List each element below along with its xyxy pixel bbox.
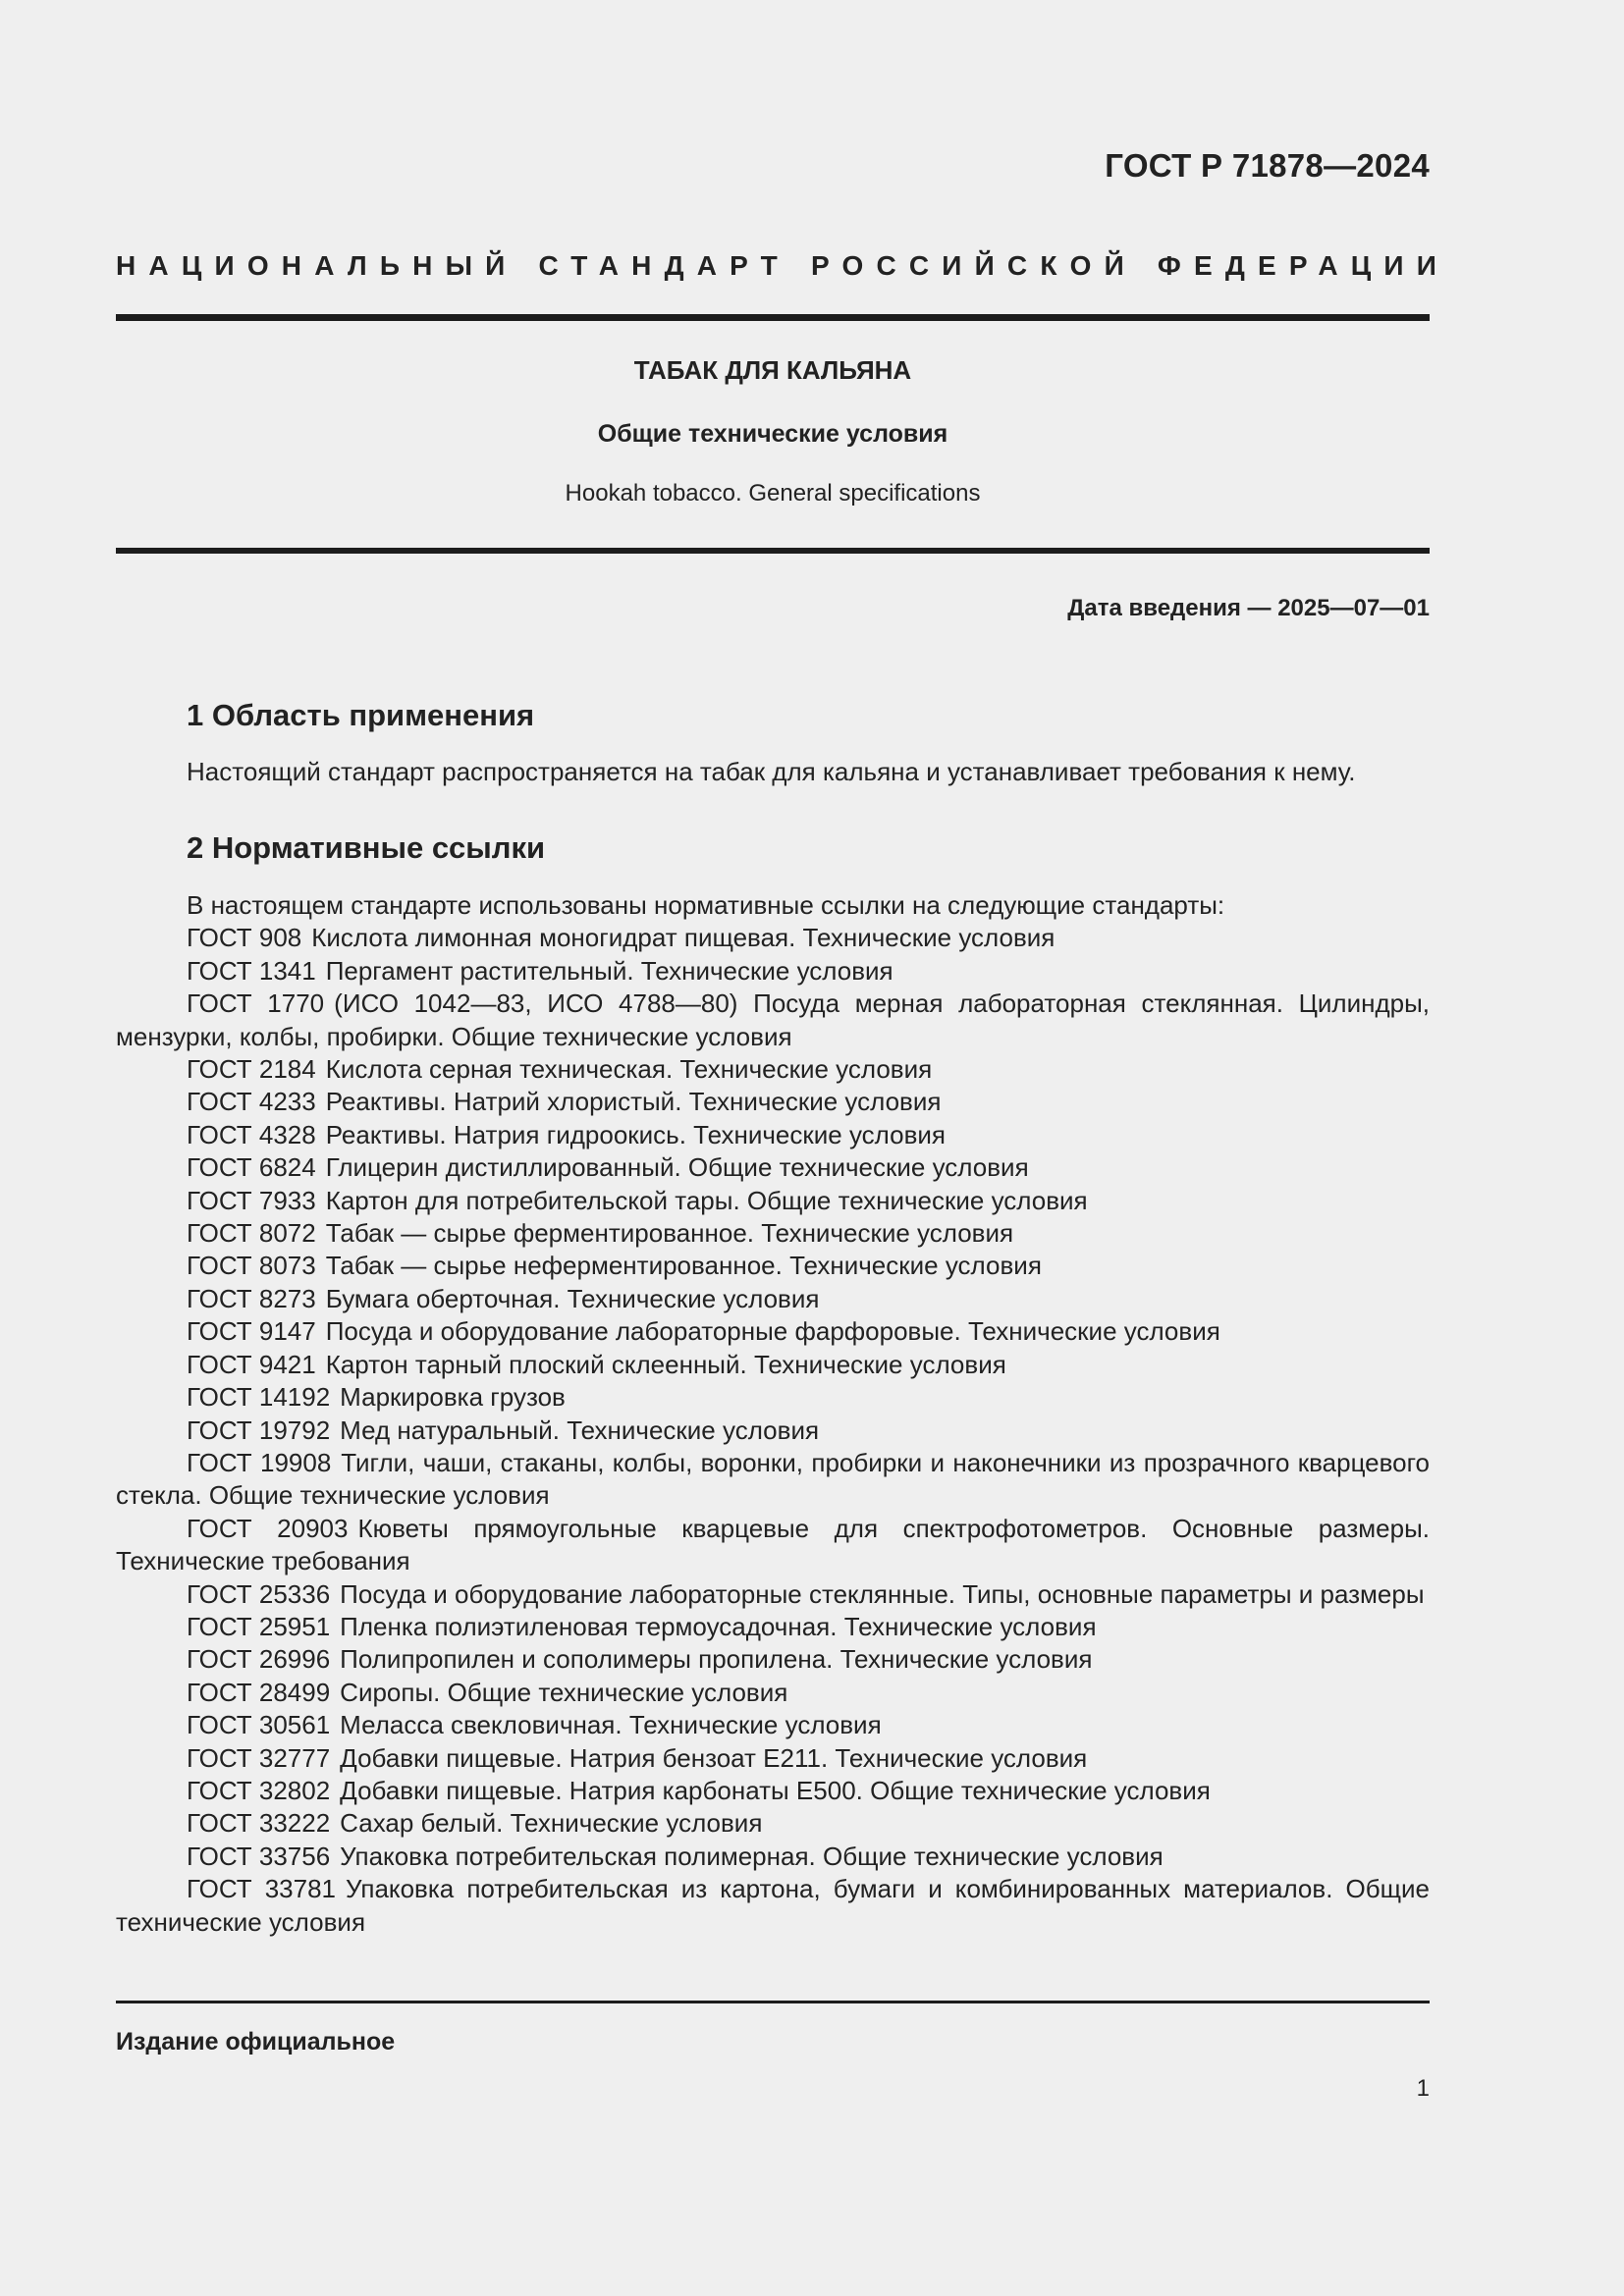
reference-item (116, 1349, 1430, 1381)
reference-code: ГОСТ 25336 (187, 1578, 331, 1609)
reference-code: ГОСТ 8073 (187, 1251, 316, 1281)
reference-title: Тигли, чаши, стаканы, колбы, воронки, пробирки и наконечники из прозрачного кварцевого стекла. Общие технические условия (116, 1447, 1430, 1511)
reference-item (116, 1643, 1430, 1676)
section-1-heading: 1 Область применения (187, 698, 535, 732)
reference-code: ГОСТ 33222 (187, 1808, 331, 1839)
title-divider (116, 548, 1430, 554)
reference-title: Полипропилен и сополимеры пропилена. Технические условия (340, 1644, 1093, 1675)
reference-title: Мед натуральный. Технические условия (340, 1415, 820, 1445)
reference-title: Посуда и оборудование лабораторные фарфоровые. Технические условия (325, 1316, 1220, 1347)
reference-title: Меласса свекловичная. Технические условия (340, 1710, 882, 1740)
reference-code: ГОСТ 33781 (187, 1874, 337, 1904)
normative-references-list (116, 889, 1430, 1939)
reference-item (116, 922, 1430, 954)
reference-title: Кислота лимонная моногидрат пищевая. Технические условия (311, 923, 1056, 953)
reference-code: ГОСТ 19908 (187, 1447, 332, 1477)
reference-code: ГОСТ 19792 (187, 1415, 331, 1445)
reference-title: Упаковка потребительская из картона, бумаги и комбинированных материалов. Общие технические условия (116, 1874, 1430, 1937)
reference-item (116, 1381, 1430, 1414)
document-subtitle: Общие технические условия (597, 420, 948, 448)
reference-title: Добавки пищевые. Натрия карбонаты Е500. Общие технические условия (340, 1775, 1211, 1805)
section-1-text: Настоящий стандарт распространяется на табак для кальяна и устанавливает требования к нему. (187, 757, 1356, 786)
reference-title: Сиропы. Общие технические условия (340, 1677, 788, 1707)
reference-item (116, 988, 1430, 1053)
reference-code: ГОСТ 9421 (187, 1349, 316, 1379)
reference-title: Глицерин дистиллированный. Общие технические условия (325, 1152, 1029, 1183)
section-2-heading: 2 Нормативные ссылки (187, 830, 546, 865)
reference-title: Реактивы. Натрий хлористый. Технические условия (325, 1087, 942, 1117)
reference-item (116, 1611, 1430, 1643)
reference-code: ГОСТ 32802 (187, 1775, 331, 1805)
reference-code: ГОСТ 8273 (187, 1283, 316, 1313)
reference-code: ГОСТ 4233 (187, 1087, 316, 1117)
reference-item (116, 1283, 1430, 1315)
reference-item (116, 1185, 1430, 1217)
reference-item (116, 1709, 1430, 1741)
reference-title: Добавки пищевые. Натрия бензоат Е211. Технические условия (340, 1742, 1088, 1773)
reference-code: ГОСТ 9147 (187, 1316, 316, 1347)
reference-item (116, 1119, 1430, 1151)
reference-item (116, 1807, 1430, 1840)
reference-item (116, 1841, 1430, 1873)
reference-code: ГОСТ 1341 (187, 955, 316, 986)
reference-title: Табак — сырье неферментированное. Технические условия (325, 1251, 1042, 1281)
reference-code: ГОСТ 32777 (187, 1742, 331, 1773)
reference-title: Картон для потребительской тары. Общие технические условия (325, 1185, 1088, 1215)
reference-code: ГОСТ 25951 (187, 1611, 331, 1641)
reference-title: Кюветы прямоугольные кварцевые для спектрофотометров. Основные размеры. Технические требования (116, 1513, 1430, 1576)
reference-item (116, 1447, 1430, 1513)
reference-title: Кислота серная техническая. Технические условия (325, 1054, 933, 1085)
reference-item (116, 1151, 1430, 1184)
english-title: Hookah tobacco. General specifications (565, 480, 981, 507)
reference-item (116, 1513, 1430, 1578)
reference-title: Сахар белый. Технические условия (340, 1808, 763, 1839)
document-title: ТАБАК ДЛЯ КАЛЬЯНА (633, 355, 912, 385)
reference-item (116, 1578, 1430, 1611)
reference-code: ГОСТ 908 (187, 923, 302, 953)
reference-item (116, 1217, 1430, 1250)
reference-title: Реактивы. Натрия гидроокись. Технические условия (325, 1119, 947, 1149)
footer-divider (116, 2001, 1430, 2003)
reference-title: Посуда и оборудование лабораторные стеклянные. Типы, основные параметры и размеры (340, 1578, 1425, 1609)
introduction-date: Дата введения — 2025—07—01 (1067, 595, 1430, 621)
references-intro: В настоящем стандарте использованы нормативные ссылки на следующие стандарты: (187, 890, 1225, 920)
reference-code: ГОСТ 20903 (187, 1513, 349, 1543)
page-number: 1 (1416, 2075, 1430, 2102)
reference-code: ГОСТ 26996 (187, 1644, 331, 1675)
reference-item (116, 955, 1430, 988)
reference-code: ГОСТ 2184 (187, 1054, 316, 1085)
reference-title: Картон тарный плоский склеенный. Технические условия (325, 1349, 1006, 1379)
reference-code: ГОСТ 1770 (187, 988, 325, 1019)
reference-title: Пергамент растительный. Технические условия (325, 955, 893, 986)
reference-code: ГОСТ 4328 (187, 1119, 316, 1149)
standard-number: ГОСТ Р 71878—2024 (1105, 147, 1430, 184)
top-divider (116, 314, 1430, 321)
reference-code: ГОСТ 33756 (187, 1841, 331, 1871)
reference-code: ГОСТ 8072 (187, 1218, 316, 1249)
reference-code: ГОСТ 28499 (187, 1677, 331, 1707)
reference-item (116, 1315, 1430, 1348)
reference-code: ГОСТ 6824 (187, 1152, 316, 1183)
reference-item (116, 1086, 1430, 1118)
reference-title: Бумага оберточная. Технические условия (325, 1283, 820, 1313)
reference-title: (ИСО 1042—83, ИСО 4788—80) Посуда мерная лабораторная стеклянная. Цилиндры, мензурки, колбы, пробирки. Общие технические условия (116, 988, 1431, 1051)
reference-item (116, 1742, 1430, 1775)
national-standard-title: НАЦИОНАЛЬНЫЙ СТАНДАРТ РОССИЙСКОЙ ФЕДЕРАЦИИ (116, 250, 1450, 281)
reference-item (116, 1053, 1430, 1086)
reference-code: ГОСТ 30561 (187, 1710, 331, 1740)
reference-code: ГОСТ 7933 (187, 1185, 316, 1215)
reference-title: Маркировка грузов (340, 1382, 566, 1413)
official-edition-label: Издание официальное (116, 2028, 396, 2056)
reference-item (116, 1415, 1430, 1447)
reference-title: Пленка полиэтиленовая термоусадочная. Технические условия (340, 1611, 1097, 1641)
reference-item (116, 1873, 1430, 1939)
reference-title: Упаковка потребительская полимерная. Общие технические условия (340, 1841, 1164, 1871)
reference-code: ГОСТ 14192 (187, 1382, 331, 1413)
reference-item (116, 1775, 1430, 1807)
reference-title: Табак — сырье ферментированное. Технические условия (325, 1218, 1014, 1249)
reference-item (116, 1250, 1430, 1282)
reference-item (116, 1677, 1430, 1709)
